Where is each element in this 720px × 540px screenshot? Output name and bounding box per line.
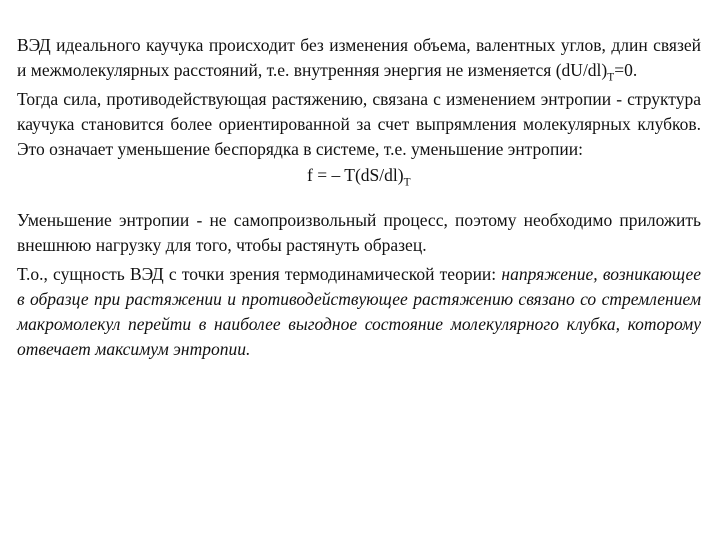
paragraph-3-text: Уменьшение энтропии - не самопроизвольный процесс, поэтому необходимо приложить внешнюю нагрузку для того, чтобы растянуть образец. (17, 210, 701, 255)
formula-subscript: T (403, 176, 411, 189)
entropy-formula (17, 162, 701, 188)
paragraph-4-italic: напряжение, возникающее в образце при растяжении и противодействующее растяжению связано со стремлением макромолекул перейти в наиболее выгодное состояние молекулярного клубка, которому отвечает максимум энтропии. (17, 264, 701, 359)
paragraph-1 (17, 33, 701, 83)
paragraph-2-text: Тогда сила, противодействующая растяжению, связана с изменением энтропии - структура каучука становится более ориентированной за счет выпрямления молекулярных клубков. Это означает уменьшение беспорядка в системе, т.е. уменьшение энтропии: (17, 89, 701, 159)
slide-content (17, 33, 701, 362)
paragraph-3 (17, 208, 701, 258)
formula-main: f = – T(dS/dl) (307, 165, 404, 185)
spacer (17, 188, 701, 208)
paragraph-4-lead: Т.о., сущность ВЭД с точки зрения термодинамической теории: (17, 264, 502, 284)
paragraph-4 (17, 262, 701, 362)
paragraph-2 (17, 87, 701, 162)
paragraph-1-tail: =0. (614, 60, 638, 80)
paragraph-1-text: ВЭД идеального каучука происходит без изменения объема, валентных углов, длин связей и межмолекулярных расстояний, т.е. внутренняя энергия не изменяется (dU/dl) (17, 35, 701, 80)
paragraph-1-subscript: T (607, 71, 615, 84)
